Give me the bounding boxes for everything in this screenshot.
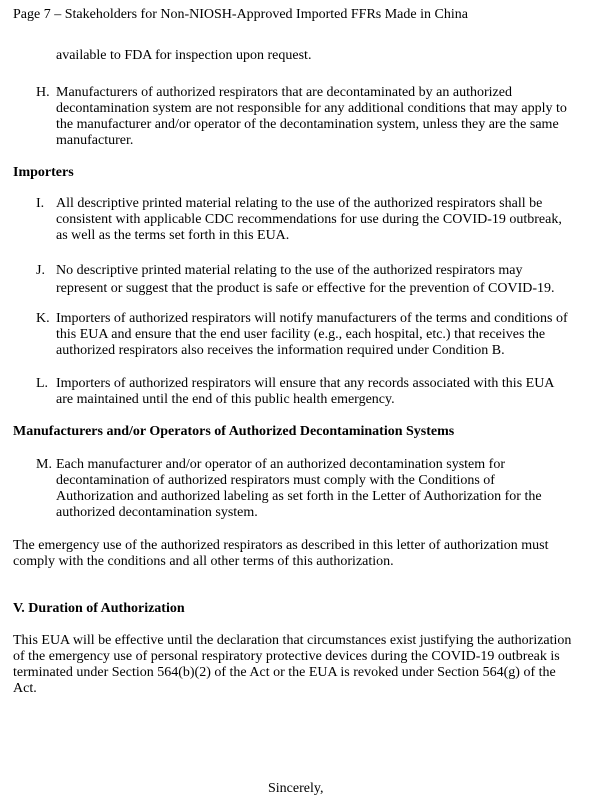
item-letter: J. (36, 263, 45, 278)
condition-item-i (36, 196, 570, 244)
item-letter: K. (36, 311, 50, 326)
continuation-text: available to FDA for inspection upon request. (56, 48, 312, 63)
condition-item-l (36, 376, 570, 408)
item-letter: M. (36, 457, 52, 472)
signoff: Sincerely, (268, 781, 324, 796)
item-letter: L. (36, 376, 49, 391)
page-header: Page 7 – Stakeholders for Non-NIOSH-Approved Imported FFRs Made in China (13, 7, 468, 22)
item-text: Importers of authorized respirators will notify manufacturers of the terms and conditions of this EUA and ensure that the end user facility (e.g., each hospital, etc.) that receives the authorized respirators also receives the information required under Condition B. (56, 311, 568, 358)
section-heading-importers: Importers (13, 165, 74, 180)
emergency-use-paragraph: The emergency use of the authorized respirators as described in this letter of authorization must comply with the conditions and all other terms of this authorization. (13, 538, 549, 569)
item-text: Importers of authorized respirators will ensure that any records associated with this EUA are maintained until the end of this public health emergency. (56, 376, 554, 407)
section-heading-decontamination: Manufacturers and/or Operators of Authorized Decontamination Systems (13, 424, 455, 439)
condition-item-m (36, 457, 570, 521)
item-text: No descriptive printed material relating to the use of the authorized respirators may represent or suggest that the product is safe or effective for the prevention of COVID-19. (56, 263, 555, 296)
item-text: All descriptive printed material relating to the use of the authorized respirators shall be consistent with applicable CDC recommendations for use during the COVID-19 outbreak, as well as the terms set forth in this EUA. (56, 196, 562, 243)
item-letter: H. (36, 85, 50, 100)
condition-item-j (36, 262, 570, 298)
item-letter: I. (36, 196, 45, 211)
item-text: Manufacturers of authorized respirators that are decontaminated by an authorized decontamination system are not responsible for any additional conditions that may apply to the manufacturer and/or operator of the decontamination system, unless they are the same manufacturer. (56, 85, 567, 148)
duration-paragraph: This EUA will be effective until the declaration that circumstances exist justifying the authorization of the emergency use of personal respiratory protective devices during the COVID-19 outbreak is terminated under Section 564(b)(2) of the Act or the EUA is revoked under Section 564(g) of the Act. (13, 633, 572, 696)
section-heading-duration: V. Duration of Authorization (13, 601, 185, 616)
condition-item-h (36, 85, 570, 149)
condition-item-k (36, 311, 570, 359)
item-text: Each manufacturer and/or operator of an authorized decontamination system for decontamination of authorized respirators must comply with the Conditions of Authorization and authorized labeling as set forth in the Letter of Authorization for the authorized decontamination system. (56, 457, 542, 520)
